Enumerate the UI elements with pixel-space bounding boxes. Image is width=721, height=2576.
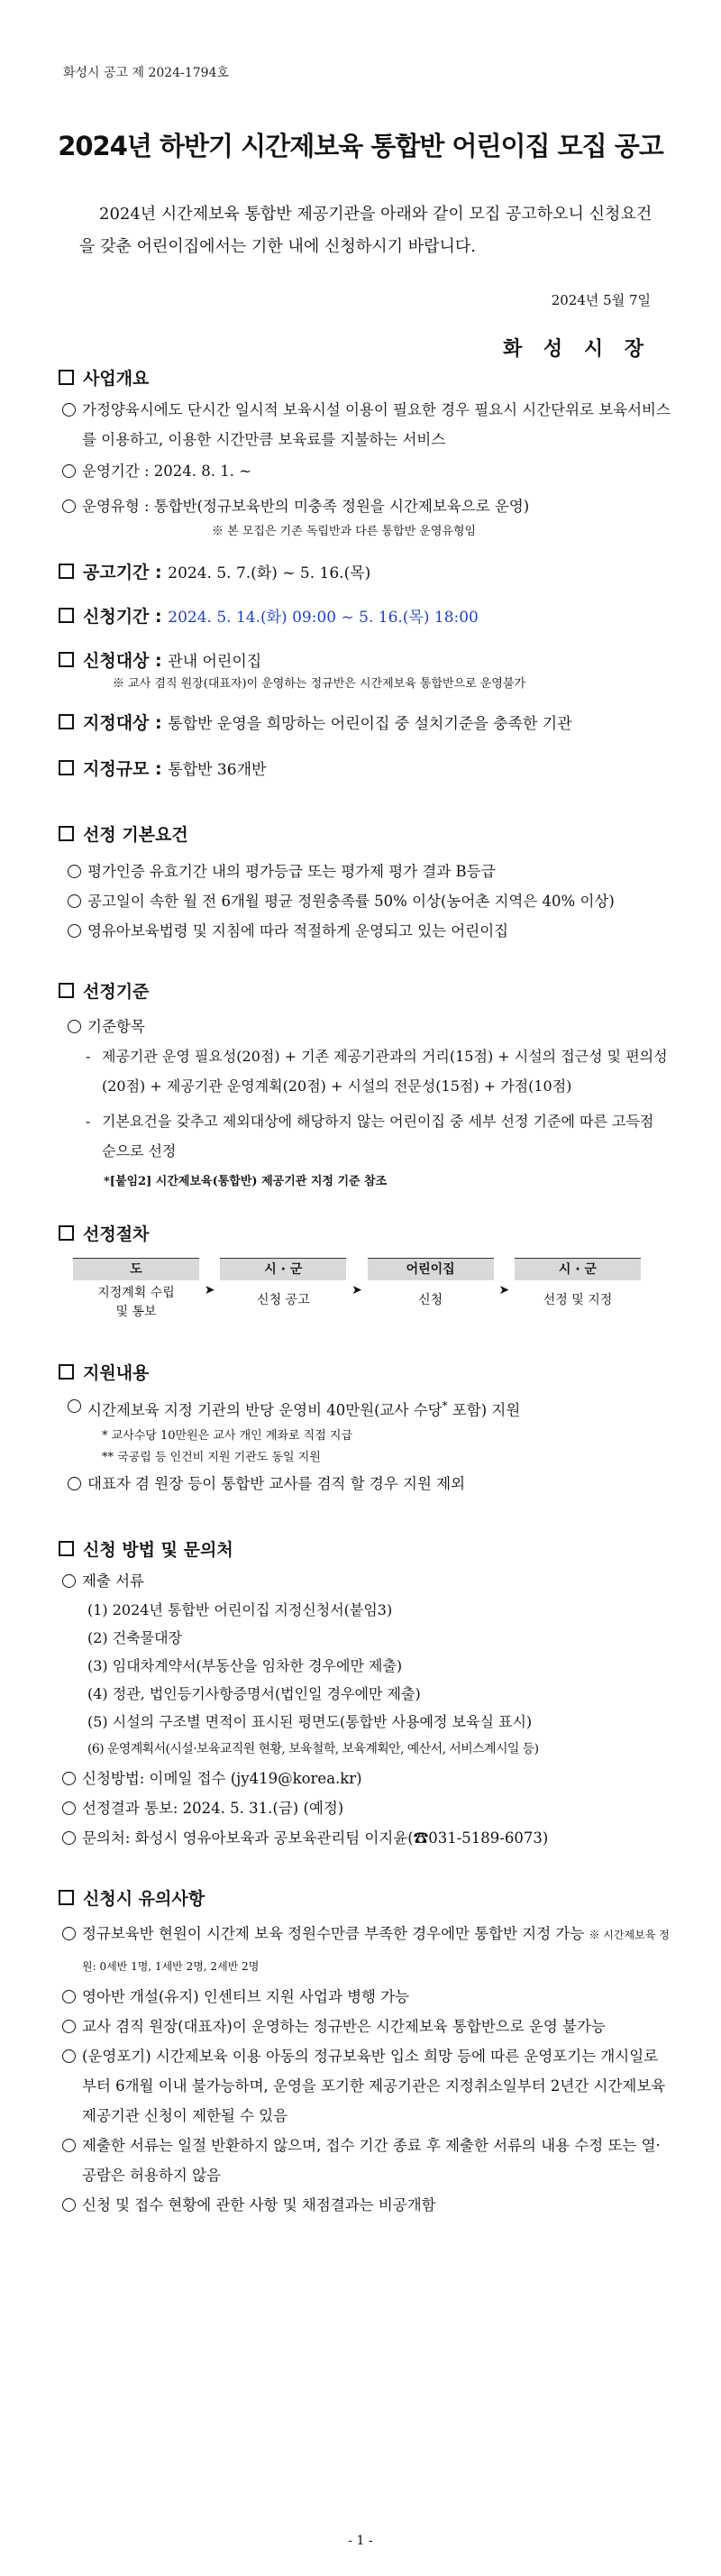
list-item: 영아반 개설(유지) 인센티브 지원 사업과 병행 가능 (59, 1982, 671, 2012)
intro-paragraph: 2024년 시간제보육 통합반 제공기관을 아래와 같이 모집 공고하오니 신청요건을 갖춘 어린이집에서는 기한 내에 신청하시기 바랍니다. (79, 205, 653, 256)
checkbox-bullet-icon (59, 652, 74, 667)
list-item: 시간제보육 지정 기관의 반당 운영비 40만원(교사 수당* 포함) 지원 (64, 1391, 671, 1426)
reference-note: *[붙임2] 시간제보육(통합반) 제공기관 지정 기준 참조 (104, 1175, 388, 1188)
circle-bullet-icon (68, 1020, 81, 1033)
section-heading: 지원내용 (59, 1360, 671, 1384)
section-cautions (59, 1885, 671, 2220)
procedure-step: 도 지정계획 수립 및 통보 (73, 1258, 199, 1322)
procedure-step: 어린이집 신청 (368, 1258, 494, 1310)
list-item: - 기본요건을 갖추고 제외대상에 해당하지 않는 어린이집 중 세부 선정 기준에 따른 고득점 순으로 선정 (86, 1113, 654, 1160)
procedure-step: 시 · 군 신청 공고 (220, 1258, 346, 1310)
circle-bullet-icon (62, 403, 76, 417)
checkbox-bullet-icon (59, 564, 74, 579)
list-item: - 제공기관 운영 필요성(20점) + 기존 제공기관과의 거리(15점) + 시설의 접근성 및 편의성(20점) + 제공기관 운영계획(20점) + 시설의 전문성(15점) + 가점(10점) (86, 1048, 668, 1095)
arrow-right-icon: ➤ (351, 1283, 362, 1297)
notice-date: 2024년 5월 7일 (551, 292, 651, 308)
procedure-step: 시 · 군 선정 및 지정 (515, 1258, 641, 1310)
list-item: 제출한 서류는 일절 반환하지 않으며, 접수 기간 종료 후 제출한 서류의 내용 수정 또는 열·공람은 허용하지 않음 (59, 2131, 671, 2190)
circle-bullet-icon (62, 1801, 76, 1815)
circle-bullet-icon (62, 1990, 76, 2003)
section-support (59, 1360, 671, 1499)
list-item: 영유아보육법령 및 지침에 따라 적절하게 운영되고 있는 어린이집 (64, 916, 671, 946)
circle-bullet-icon (62, 1831, 76, 1845)
section-application-period: 신청기간 : 2024. 5. 14.(화) 09:00 ~ 5. 16.(목) 18:00 (59, 603, 671, 628)
page-number: - 1 - (348, 2534, 373, 2548)
section-eligibility (59, 647, 671, 695)
list-item: 신청방법: 이메일 접수 (jy419@korea.kr) (59, 1764, 671, 1793)
list-item: 제출 서류 (59, 1566, 671, 1596)
list-item: 교사 겸직 원장(대표자)이 운영하는 정규반은 시간제보육 통합반으로 운영 불가능 (59, 2012, 671, 2041)
checkbox-bullet-icon (59, 826, 74, 841)
section-selection-criteria (59, 978, 671, 1188)
note: ※ 교사 겸직 원장(대표자)이 운영하는 정규반은 시간제보육 통합반으로 운영불가 (113, 677, 526, 691)
document-item: (2) 건축물대장 (87, 1628, 183, 1646)
notice-content (59, 365, 671, 2220)
section-selection-procedure (59, 1221, 671, 1322)
list-item: 운영기간 : 2024. 8. 1. ~ (59, 456, 671, 486)
section-basic-requirements (59, 821, 671, 946)
checkbox-bullet-icon (59, 983, 74, 998)
circle-bullet-icon (68, 1477, 81, 1490)
checkbox-bullet-icon (59, 1890, 74, 1905)
circle-bullet-icon (62, 1574, 76, 1588)
circle-bullet-icon (62, 500, 76, 513)
procedure-flowchart (73, 1258, 641, 1322)
issuer: 화 성 시 장 (503, 337, 651, 361)
document-item: (6) 운영계획서(시설·보육교직원 현황, 보육철학, 보육계획안, 예산서, 서비스계시일 등) (87, 1741, 539, 1756)
circle-bullet-icon (62, 2020, 76, 2033)
section-heading: 신청시 유의사항 (59, 1885, 671, 1910)
circle-bullet-icon (68, 1399, 81, 1413)
section-application-method (59, 1536, 671, 1853)
checkbox-bullet-icon (59, 608, 74, 623)
checkbox-bullet-icon (59, 760, 74, 775)
section-designation-scale: 지정규모 : 통합반 36개반 (59, 756, 671, 780)
checkbox-bullet-icon (59, 714, 74, 729)
checkbox-bullet-icon (59, 370, 74, 385)
list-item: 기준항목 (64, 1012, 671, 1041)
list-item: 정규보육반 현원이 시간제 보육 정원수만큼 부족한 경우에만 통합반 지정 가능 ※ 시간제보육 정원: 0세반 1명, 1세반 2명, 2세반 2명 (59, 1919, 671, 1982)
circle-bullet-icon (62, 2198, 76, 2212)
list-item: 운영유형 : 통합반(정규보육반의 미충족 정원을 시간제보육으로 운영) (59, 491, 671, 521)
circle-bullet-icon (68, 894, 81, 908)
arrow-right-icon: ➤ (204, 1283, 215, 1297)
circle-bullet-icon (62, 1772, 76, 1785)
section-heading: 신청 방법 및 문의처 (59, 1536, 671, 1561)
list-item: 가정양육시에도 단시간 일시적 보육시설 이용이 필요한 경우 필요시 시간단위로 보육서비스를 이용하고, 이용한 시간만큼 보육료를 지불하는 서비스 (59, 395, 671, 454)
checkbox-bullet-icon (59, 1364, 74, 1380)
note: ※ 본 모집은 기존 독립반과 다른 통합반 운영유형임 (212, 525, 477, 538)
list-item: 평가인증 유효기간 내의 평가등급 또는 평가제 평가 결과 B등급 (64, 857, 671, 886)
note: ** 국공립 등 인건비 지원 기관도 동일 지원 (102, 1450, 321, 1464)
circle-bullet-icon (68, 865, 81, 878)
list-item: 문의처: 화성시 영유아보육과 공보육관리팀 이지윤(☎031-5189-6073) (59, 1823, 671, 1853)
list-item: 대표자 겸 원장 등이 통합반 교사를 겸직 할 경우 지원 제외 (64, 1469, 671, 1499)
circle-bullet-icon (62, 1927, 76, 1940)
page-title: 2024년 하반기 시간제보육 통합반 어린이집 모집 공고 (58, 131, 663, 161)
document-item: (1) 2024년 통합반 어린이집 지정신청서(붙임3) (87, 1600, 393, 1618)
list-item: 선정결과 통보: 2024. 5. 31.(금) (예정) (59, 1793, 671, 1823)
circle-bullet-icon (62, 2139, 76, 2152)
circle-bullet-icon (62, 464, 76, 478)
section-overview (59, 365, 671, 543)
section-notice-period: 공고기간 : 2024. 5. 7.(화) ~ 5. 16.(목) (59, 559, 671, 583)
list-item: (운영포기) 시간제보육 이용 아동의 정규보육반 입소 희망 등에 따른 운영포기는 개시일로부터 6개월 이내 불가능하며, 운영을 포기한 제공기관은 지정취소일부터 2년간 시간제보육 제공기관 신청이 제한될 수 있음 (59, 2041, 671, 2131)
section-heading: 선정 기본요건 (59, 821, 671, 846)
circle-bullet-icon (62, 2049, 76, 2063)
document-item: (3) 임대차계약서(부동산을 임차한 경우에만 제출) (87, 1656, 403, 1674)
arrow-right-icon: ➤ (498, 1283, 510, 1297)
note: * 교사수당 10만원은 교사 개인 계좌로 직접 지급 (102, 1428, 353, 1443)
section-heading: 선정절차 (59, 1221, 671, 1245)
document-item: (4) 정관, 법인등기사항증명서(법인일 경우에만 제출) (87, 1684, 421, 1702)
section-designation-target: 지정대상 : 통합반 운영을 희망하는 어린이집 중 설치기준을 충족한 기관 (59, 710, 671, 734)
checkbox-bullet-icon (59, 1541, 74, 1556)
checkbox-bullet-icon (59, 1225, 74, 1241)
list-item: 신청 및 접수 현황에 관한 사항 및 채점결과는 비공개함 (59, 2190, 671, 2220)
notice-number: 화성시 공고 제 2024-1794호 (63, 66, 230, 80)
section-heading: 신청대상 : 관내 어린이집 (59, 647, 671, 672)
document-item: (5) 시설의 구조별 면적이 표시된 평면도(통합반 사용예정 보육실 표시) (87, 1712, 533, 1730)
section-heading: 사업개요 (59, 365, 671, 390)
section-heading: 선정기준 (59, 978, 671, 1003)
circle-bullet-icon (68, 924, 81, 938)
list-item: 공고일이 속한 월 전 6개월 평균 정원충족률 50% 이상(농어촌 지역은 40% 이상) (64, 886, 671, 916)
